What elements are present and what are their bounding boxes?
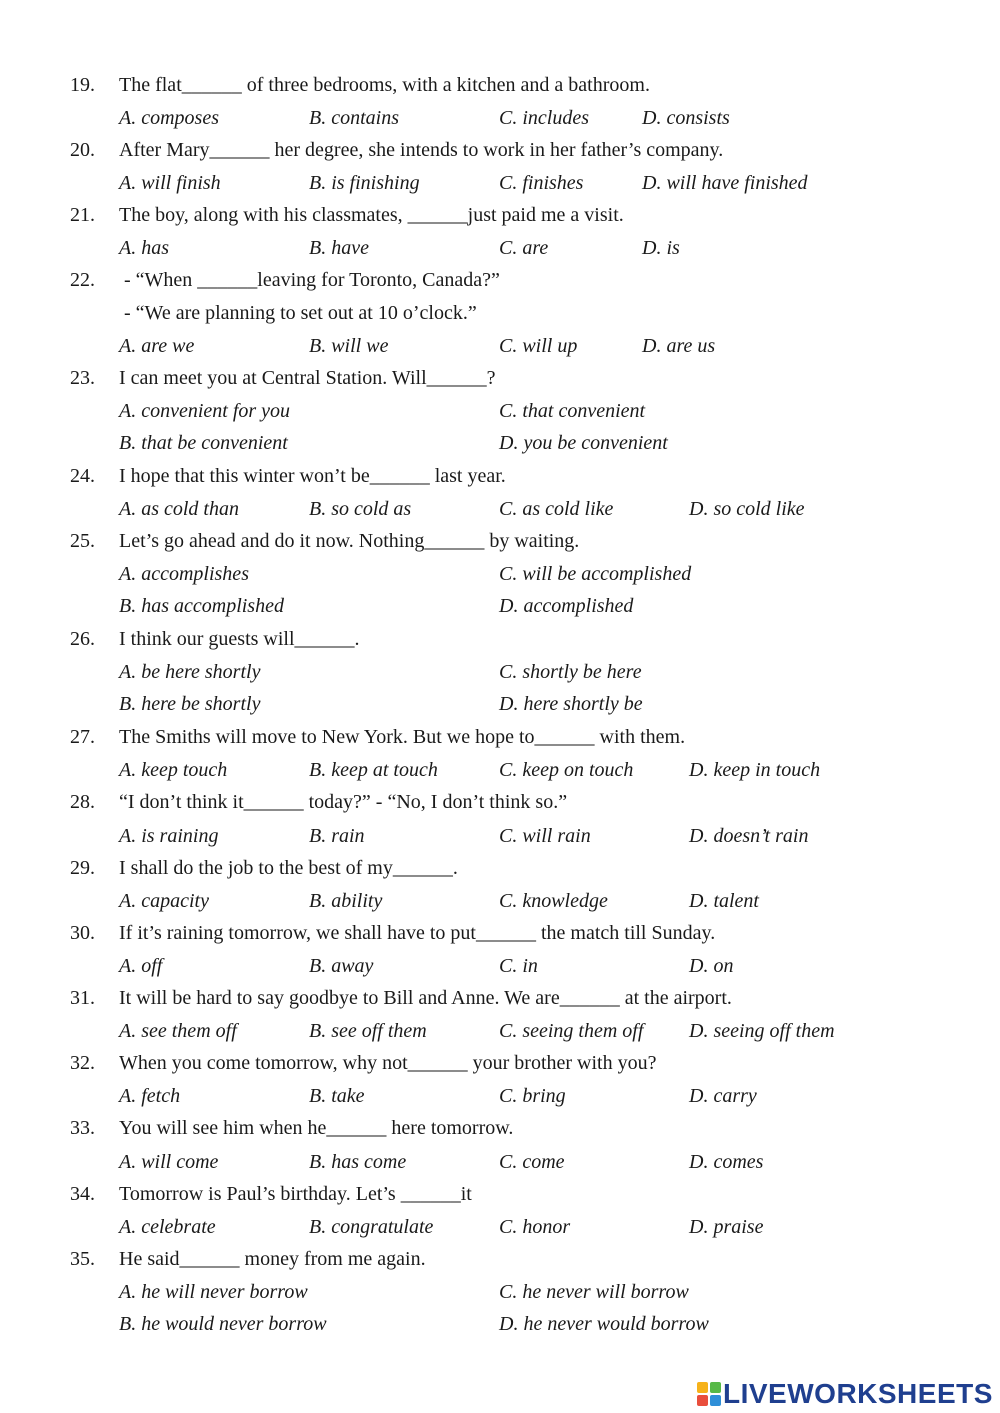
question-stem: You will see him when he______ here tomorrow. [119,1117,514,1139]
question-stem: He said______ money from me again. [119,1248,426,1270]
option-b[interactable]: B. is finishing [309,172,420,194]
question-stem: I can meet you at Central Station. Will______? [119,367,496,389]
option-d[interactable]: D. will have finished [642,172,808,194]
options-29 [0,885,1000,917]
option-b[interactable]: B. he would never borrow [119,1313,327,1335]
question-31 [0,982,1000,1014]
logo-square [697,1382,708,1393]
option-d[interactable]: D. seeing off them [689,1020,835,1042]
options-23-row1 [0,395,1000,427]
question-stem: Let’s go ahead and do it now. Nothing______ by waiting. [119,530,580,552]
question-number: 22. [70,269,95,291]
question-number: 32. [70,1052,95,1074]
question-stem: I shall do the job to the best of my______. [119,857,458,879]
question-33 [0,1112,1000,1144]
question-stem: I hope that this winter won’t be______ last year. [119,465,506,487]
question-26 [0,623,1000,655]
option-d[interactable]: D. so cold like [689,498,805,520]
question-stem: The flat______ of three bedrooms, with a kitchen and a bathroom. [119,74,650,96]
option-d[interactable]: D. is [642,237,680,259]
question-stem: It will be hard to say goodbye to Bill and Anne. We are______ at the airport. [119,987,732,1009]
question-34 [0,1178,1000,1210]
question-stem: - “When ______leaving for Toronto, Canada?” [124,269,500,291]
option-b[interactable]: B. here be shortly [119,693,261,715]
question-number: 26. [70,628,95,650]
question-number: 25. [70,530,95,552]
question-22-reply [0,297,1000,329]
option-a[interactable]: A. will finish [119,172,221,194]
question-number: 19. [70,74,95,96]
option-b[interactable]: B. rain [309,825,365,847]
question-stem: If it’s raining tomorrow, we shall have to put______ the match till Sunday. [119,922,716,944]
question-number: 23. [70,367,95,389]
option-b[interactable]: B. has accomplished [119,595,284,617]
option-c[interactable]: C. knowledge [499,890,608,912]
options-33 [0,1146,1000,1178]
option-b[interactable]: B. will we [309,335,389,357]
option-d[interactable]: D. comes [689,1151,764,1173]
option-c[interactable]: C. keep on touch [499,759,634,781]
options-19 [0,102,1000,134]
question-number: 30. [70,922,95,944]
option-d[interactable]: D. on [689,955,734,977]
question-number: 20. [70,139,95,161]
option-c[interactable]: C. will be accomplished [499,563,692,585]
option-d[interactable]: D. you be convenient [499,432,668,454]
option-b[interactable]: B. away [309,955,374,977]
option-d[interactable]: D. doesn’t rain [689,825,809,847]
options-34 [0,1211,1000,1243]
logo-square [710,1382,721,1393]
question-number: 33. [70,1117,95,1139]
question-number: 34. [70,1183,95,1205]
question-stem: “I don’t think it______ today?” - “No, I don’t think so.” [119,791,568,813]
option-c[interactable]: C. bring [499,1085,566,1107]
option-c[interactable]: C. he never will borrow [499,1281,689,1303]
question-32 [0,1047,1000,1079]
logo-square [710,1395,721,1406]
option-b[interactable]: B. that be convenient [119,432,288,454]
option-c[interactable]: C. honor [499,1216,571,1238]
options-30 [0,950,1000,982]
question-22 [0,264,1000,296]
options-25-row2 [0,590,1000,622]
options-31 [0,1015,1000,1047]
option-d[interactable]: D. here shortly be [499,693,643,715]
logo-square [697,1395,708,1406]
question-23 [0,362,1000,394]
question-30 [0,917,1000,949]
option-c[interactable]: C. shortly be here [499,661,642,683]
options-35-row1 [0,1276,1000,1308]
option-a[interactable]: A. convenient for you [119,400,291,422]
question-stem: I think our guests will______. [119,628,360,650]
option-a[interactable]: A. keep touch [119,759,228,781]
option-a[interactable]: A. is raining [119,825,219,847]
option-a[interactable]: A. see them off [119,1020,237,1042]
question-stem: The Smiths will move to New York. But we hope to______ with them. [119,726,686,748]
option-a[interactable]: A. as cold than [119,498,239,520]
options-28 [0,820,1000,852]
logo-text: LIVEWORKSHEETS [723,1378,993,1409]
option-a[interactable]: A. will come [119,1151,219,1173]
option-d[interactable]: D. are us [642,335,716,357]
question-number: 28. [70,791,95,813]
option-b[interactable]: B. has come [309,1151,407,1173]
option-b[interactable]: B. so cold as [309,498,412,520]
option-c[interactable]: C. in [499,955,538,977]
question-24 [0,460,1000,492]
option-d[interactable]: D. carry [689,1085,757,1107]
question-25 [0,525,1000,557]
option-a[interactable]: A. celebrate [119,1216,216,1238]
liveworksheets-logo [697,1378,993,1410]
options-24 [0,493,1000,525]
option-c[interactable]: C. seeing them off [499,1020,644,1042]
option-d[interactable]: D. keep in touch [689,759,821,781]
option-c[interactable]: C. as cold like [499,498,614,520]
options-25-row1 [0,558,1000,590]
option-b[interactable]: B. congratulate [309,1216,434,1238]
option-a[interactable]: A. has [119,237,169,259]
question-number: 35. [70,1248,95,1270]
option-c[interactable]: C. come [499,1151,565,1173]
option-c[interactable]: C. that convenient [499,400,646,422]
options-22 [0,330,1000,362]
option-d[interactable]: D. he never would borrow [499,1313,709,1335]
option-b[interactable]: B. contains [309,107,399,129]
option-b[interactable]: B. have [309,237,369,259]
option-a[interactable]: A. be here shortly [119,661,261,683]
option-a[interactable]: A. fetch [119,1085,181,1107]
option-c[interactable]: C. will up [499,335,578,357]
question-35 [0,1243,1000,1275]
options-23-row2 [0,427,1000,459]
option-c[interactable]: C. includes [499,107,589,129]
option-d[interactable]: D. talent [689,890,759,912]
option-d[interactable]: D. praise [689,1216,764,1238]
option-b[interactable]: B. see off them [309,1020,427,1042]
option-c[interactable]: C. are [499,237,549,259]
question-stem-reply: - “We are planning to set out at 10 o’clock.” [124,302,477,324]
question-19 [0,69,1000,101]
option-b[interactable]: B. ability [309,890,383,912]
question-stem: When you come tomorrow, why not______ your brother with you? [119,1052,657,1074]
option-a[interactable]: A. are we [119,335,195,357]
options-26-row1 [0,656,1000,688]
option-a[interactable]: A. he will never borrow [119,1281,308,1303]
option-a[interactable]: A. accomplishes [119,563,249,585]
question-stem: The boy, along with his classmates, ______just paid me a visit. [119,204,624,226]
question-20 [0,134,1000,166]
option-a[interactable]: A. capacity [119,890,209,912]
option-b[interactable]: B. keep at touch [309,759,438,781]
question-number: 27. [70,726,95,748]
option-c[interactable]: C. finishes [499,172,584,194]
question-28 [0,786,1000,818]
question-27 [0,721,1000,753]
option-d[interactable]: D. consists [642,107,730,129]
liveworksheets-logo-icon [697,1382,721,1406]
options-27 [0,754,1000,786]
options-20 [0,167,1000,199]
question-29 [0,852,1000,884]
option-a[interactable]: A. composes [119,107,219,129]
question-stem: After Mary______ her degree, she intends to work in her father’s company. [119,139,724,161]
options-35-row2 [0,1308,1000,1340]
question-number: 24. [70,465,95,487]
options-26-row2 [0,688,1000,720]
option-d[interactable]: D. accomplished [499,595,634,617]
options-21 [0,232,1000,264]
question-number: 21. [70,204,95,226]
question-number: 31. [70,987,95,1009]
question-21 [0,199,1000,231]
option-a[interactable]: A. off [119,955,163,977]
options-32 [0,1080,1000,1112]
option-c[interactable]: C. will rain [499,825,591,847]
question-stem: Tomorrow is Paul’s birthday. Let’s ______it [119,1183,472,1205]
question-number: 29. [70,857,95,879]
option-b[interactable]: B. take [309,1085,365,1107]
